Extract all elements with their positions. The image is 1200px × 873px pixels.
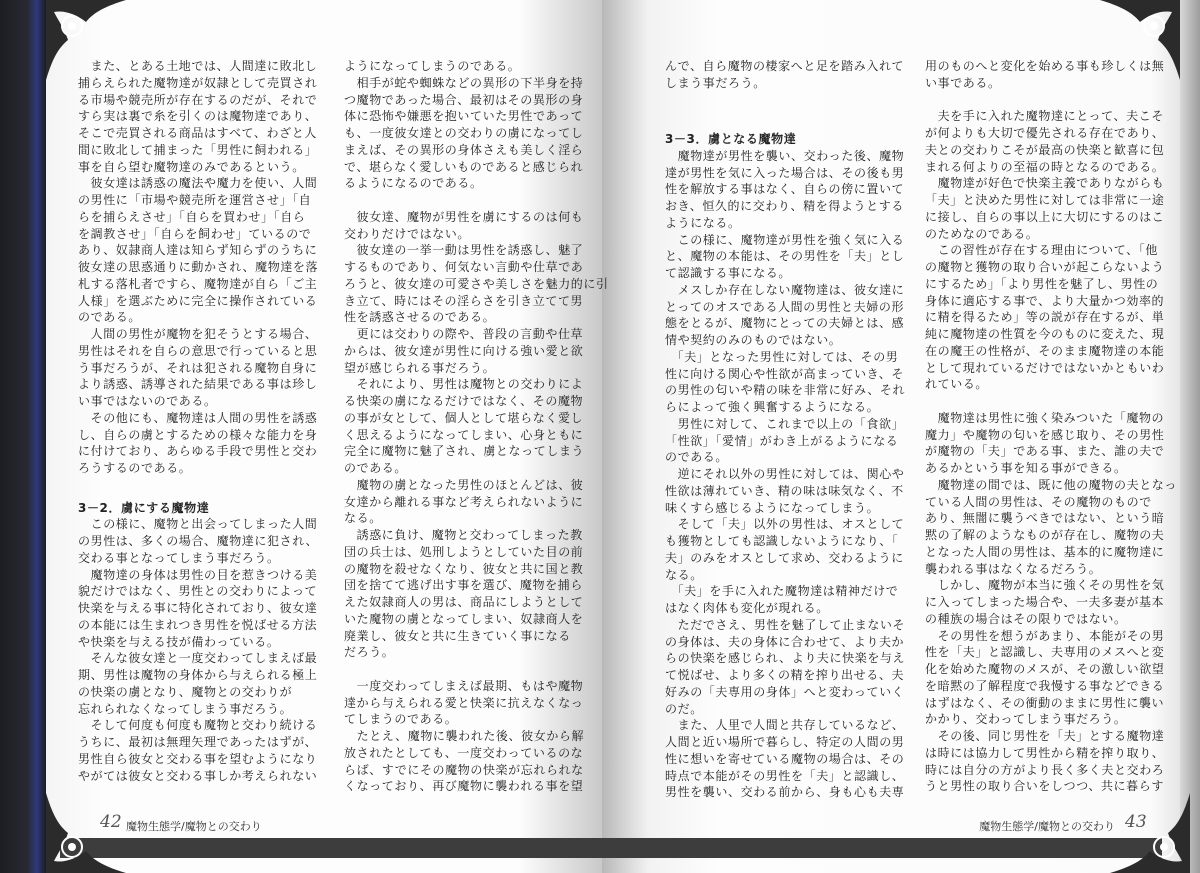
text-line: 一度交わってしまえば最期、もはや魔物 (344, 678, 584, 693)
page-number-right: 43 (1125, 812, 1147, 832)
text-line: ようになる。 (665, 215, 741, 230)
text-line: 「夫」と決めた男性に対しては非常に一途 (925, 193, 1165, 207)
text-line: うと男性の取り合いをしつつ、共に暮らす (925, 779, 1164, 794)
text-line: 男性に対して、これまで以上の「食欲」 (665, 416, 905, 431)
text-line: る市場や競売所が存在するのだが、それで (78, 92, 318, 107)
blank-line (344, 192, 609, 209)
text-line: ただでさえ、男性を魅了して止まないそ (665, 617, 906, 632)
text-line: と、魔物の本能は、その男性を「夫」とし (665, 249, 905, 264)
text-line: 性に想いを寄せている魔物の場合は、その (665, 751, 905, 766)
blank-line (78, 477, 318, 494)
text-line: 性を誘惑させるのである。 (344, 310, 496, 325)
left-page-column-2 (344, 58, 609, 795)
text-line: そして「夫」以外の男性は、オスとして (665, 517, 905, 532)
text-line: に入ってしまった場合や、一夫多妻が基本 (925, 595, 1165, 609)
text-line: らば、すでにその魔物の快楽が忘れられな (344, 762, 584, 777)
text-line: 性を解放する事はなく、自らの傍に置いて (665, 182, 905, 197)
text-line: 人間の男性が魔物を犯そうとする場合、 (78, 327, 318, 341)
text-line: のである。 (665, 450, 729, 465)
text-line: 襲われる事はなくなるだろう。 (925, 561, 1102, 576)
text-line: 間に敗北して捕まった「男性に飼われる」 (78, 142, 318, 157)
text-line: れている。 (925, 377, 989, 392)
text-line: 身体に適応する事で、より大量かつ効率的 (925, 293, 1165, 308)
text-line: 快楽を与える事に特化されており、彼女達 (78, 601, 318, 615)
text-line: の快楽の虜となり、魔物との交わりが (78, 684, 293, 699)
text-line: に付けており、あらゆる手段で男性と交わ (78, 444, 318, 459)
text-line: る快楽の虜になるだけではなく、その魔物 (344, 394, 584, 408)
text-line: 彼女達の思惑通りに動かされ、魔物達を落 (78, 260, 319, 274)
section-heading: 3－2．虜にする魔物達 (78, 500, 210, 515)
text-line: 彼女達、魔物が男性を虜にするのは何も (344, 209, 584, 224)
text-line: かかり、交わってしまう事だろう。 (925, 712, 1127, 727)
text-line: 性に向ける関心や性欲が高まっていき、そ (665, 366, 904, 381)
text-line: おき、恒久的に交わり、精を得ようとする (665, 199, 904, 213)
left-page-column-1 (78, 58, 318, 784)
section-heading: 3－3．虜となる魔物達 (665, 132, 797, 146)
text-line: の事が女として、個人として堪らなく愛し (344, 410, 584, 425)
text-line: は時には協力して男性から精を搾り取り、 (925, 745, 1165, 760)
text-line: 人間と近い場所で暮らし、特定の人間の男 (665, 735, 905, 749)
text-line: そして何度も何度も魔物と交わり続ける (78, 718, 318, 733)
text-line: なる。 (344, 511, 382, 526)
text-line: 期、男性は魔物の身体から与えられる極上 (78, 668, 318, 682)
text-line: 相手が蛇や蜘蛛などの異形の下半身を持 (344, 75, 584, 90)
text-line: 「性欲」「愛情」がわき上がるようになる (665, 433, 899, 448)
text-line: メスしか存在しない魔物達は、彼女達に (665, 282, 905, 297)
text-line: となった人間の男性は、基本的に魔物達に (925, 544, 1165, 559)
text-line: 男性はそれを自らの意思で行っていると思 (78, 343, 318, 358)
text-line: しまう事だろう。 (665, 75, 766, 90)
text-line: するものであり、何気ない言動や仕草であ (344, 260, 584, 274)
text-line: 性を「夫」と認識し、夫専用のメスへと変 (925, 645, 1165, 660)
text-line: 魔物達が好色で快楽主義でありながらも (925, 176, 1165, 191)
book-spine-edge (0, 0, 46, 873)
text-line: ろうと、彼女達の可愛さや美しさを魅力的に引 (344, 276, 609, 291)
text-line: るようになるのである。 (344, 176, 483, 191)
text-line: を暗黙の了解程度で我慢する事などできる (925, 678, 1165, 693)
text-line: 彼女達の一挙一動は男性を誘惑し、魅了 (344, 243, 584, 258)
text-line: 時には自分の方がより長く多く夫と交わろ (925, 762, 1165, 777)
text-line: あるかという事を知る事ができる。 (925, 461, 1127, 475)
text-line: 彼女達は誘惑の魔法や魔力を使い、人間 (78, 176, 318, 191)
text-line: 団を捨てて逃げ出す事を選び、魔物を捕ら (344, 578, 583, 593)
text-line: らを捕らえさせ」「自らを買わせ」「自ら (78, 209, 306, 224)
text-line: 化を始めた魔物のメスが、その激しい欲望 (925, 662, 1165, 676)
page-edge-right (1180, 0, 1200, 873)
text-line: の魔物を殺せなくなり、彼女と共に国と教 (344, 561, 584, 576)
text-line: のである。 (344, 461, 408, 475)
text-line: の本能には生まれつき男性を悦ばせる方法 (78, 617, 318, 632)
text-line: らの快楽を感じられ、より夫に快楽を与え (665, 651, 906, 666)
text-line: を調教させ」「自らを飼わせ」ているので (78, 226, 312, 241)
text-line: て悦ばせ、より多くの精を搾り出せる、夫 (665, 668, 905, 682)
text-line: あり、無闇に襲うべきではない、という暗 (925, 511, 1165, 526)
text-line: 好みの「夫専用の身体」へと変わっていく (665, 684, 905, 699)
text-line: やがては彼女と交わる事しか考えられない (78, 768, 318, 783)
text-line: の男性の匂いや精の味を非常に好み、それ (665, 383, 906, 398)
text-line: 団の兵士は、処刑しようとしていた目の前 (344, 544, 584, 559)
text-line: や快楽を与える技が備わっている。 (78, 634, 280, 649)
text-line: まえば、その異形の身体さえも美しく淫ら (344, 142, 584, 157)
text-line: の男性は、多くの場合、魔物達に犯され、 (78, 534, 319, 548)
text-line: なる。 (665, 567, 703, 582)
text-line: い事ではないのである。 (78, 394, 217, 408)
text-line: たとえ、魔物に襲われた後、彼女から解 (344, 729, 585, 743)
blank-line (925, 92, 1177, 109)
text-line: として現れているだけではないかともいわ (925, 360, 1165, 375)
text-line: 夫」のみをオスとして求め、交わるように (665, 550, 904, 565)
text-line: いた魔物の虜となってしまい、奴隷商人を (344, 611, 584, 626)
text-line: 情や契約のみのものではない。 (665, 333, 842, 347)
text-line: そんな彼女達と一度交わってしまえば最 (78, 651, 318, 666)
text-line: 札する落札者ですら、魔物達が自ら「ご主 (78, 276, 318, 291)
text-line: この様に、魔物達が男性を強く気に入る (665, 232, 905, 247)
text-line: 魔力」や魔物の匂いを感じ取り、その男性 (925, 427, 1165, 442)
text-line: う事だろうが、それは犯される魔物自身に (78, 360, 318, 375)
blank-line (344, 661, 609, 678)
text-line: つ魔物であった場合、最初はその異形の身 (344, 92, 584, 107)
text-line: 交わりだけではない。 (344, 226, 471, 241)
text-line: ようになってしまうのである。 (344, 59, 521, 73)
text-line: 魔物の虜となった男性のほとんどは、彼 (344, 477, 584, 492)
text-line: 放されたとしても、一度交わっているのな (344, 745, 584, 760)
text-line: んで、自ら魔物の棲家へと足を踏み入れて (665, 59, 905, 73)
text-line: 魔物達が男性を襲い、交わった後、魔物 (665, 148, 905, 163)
text-line: も、一度彼女達との交わりの虜になってし (344, 126, 584, 140)
text-line: その他にも、魔物達は人間の男性を誘惑 (78, 410, 318, 425)
text-line: くなっており、再び魔物に襲われる事を望 (344, 779, 584, 794)
text-line: 達から与えられる愛と快楽に抗えなくなっ (344, 695, 584, 710)
text-line: の魔物と獲物の取り合いが起こらないよう (925, 260, 1165, 274)
text-line: また、とある土地では、人間達に敗北し (78, 59, 318, 73)
text-line: 態をとるが、魔物にとっての夫婦とは、感 (665, 316, 905, 331)
text-line: き立て、時にはその淫らさを引き立てて男 (344, 293, 584, 308)
text-line: 望が感じられる事だろう。 (344, 360, 496, 375)
text-line: し、自らの虜とするための様々な能力を身 (78, 427, 318, 442)
text-line: とってのオスである人間の男性と夫婦の形 (665, 299, 905, 314)
text-line: また、人里で人間と共存しているなど、 (665, 718, 905, 733)
text-line: のである。 (78, 310, 142, 325)
text-line: 夫を手に入れた魔物達にとって、夫こそ (925, 109, 1164, 124)
text-line: 事を自ら望む魔物達のみであるという。 (78, 159, 305, 174)
text-line: の種族の場合はその限りではない。 (925, 611, 1127, 626)
text-line: 性欲は薄れていき、精の味は味気なく、不 (665, 483, 904, 498)
text-line: 魔物達は男性に強く染みついた「魔物の (925, 410, 1165, 425)
text-line: しかし、魔物が本当に強くその男性を気 (925, 578, 1165, 593)
text-line: 魔物達の身体は男性の目を惹きつける美 (78, 567, 318, 582)
corner-ornament-icon (46, 793, 126, 873)
text-line: 忘れられなくなってしまう事だろう。 (78, 701, 293, 716)
footer-band-left (60, 838, 602, 858)
text-line: それにより、男性は魔物との交わりによ (344, 377, 584, 392)
text-line: で、堪らなく愛しいものであると感じられ (344, 159, 584, 174)
text-line: からは、彼女達が男性に向ける強い愛と欲 (344, 343, 584, 358)
text-line: この習性が存在する理由について、「他 (925, 243, 1158, 258)
text-line: えた奴隷商人の男は、商品にしようとして (344, 595, 584, 609)
text-line: く思えるようになってしまい、心身ともに (344, 427, 584, 442)
text-line: 人様」を選ぶために完全に操作されている (78, 293, 318, 308)
text-line: に接し、自らの事以上に大切にするのはこ (925, 209, 1165, 224)
text-line: 純に魔物達の性質を今のものに変えた、現 (925, 327, 1165, 341)
corner-ornament-icon (1110, 793, 1190, 873)
text-line: 男性自ら彼女と交わる事を望むようになり (78, 751, 318, 766)
text-line: うちに、最初は無理矢理であったはずが、 (78, 735, 318, 749)
text-line: 男性を襲い、交わる前から、身も心も夫専 (665, 785, 905, 800)
running-title-right: 魔物生態学/魔物との交わり (979, 820, 1115, 833)
blank-line (665, 108, 905, 125)
text-line: 黙の了解のようなものが存在し、魔物の夫 (925, 528, 1165, 542)
text-line: ている人間の男性は、その魔物のもので (925, 494, 1152, 509)
text-line: も獲物としても認識しないようになり、「 (665, 534, 899, 548)
text-line: 女達から離れる事など考えられないように (344, 494, 584, 509)
text-line: 逆にそれ以外の男性に対しては、関心や (665, 467, 905, 481)
text-line: 「夫」を手に入れた魔物達は精神だけで (665, 584, 899, 599)
text-line: はなく肉体も変化が現れる。 (665, 601, 829, 615)
running-title-left: 魔物生態学/魔物との交わり (126, 820, 262, 833)
text-line: が何よりも大切で優先される存在であり、 (925, 126, 1165, 140)
text-line: の身体は、夫の身体に合わせて、より夫か (665, 634, 905, 649)
text-line: 誘惑に負け、魔物と交わってしまった教 (344, 528, 583, 542)
text-line: て認識する事になる。 (665, 266, 792, 280)
blank-line (665, 92, 905, 109)
text-line: 貌だけではなく、男性との交わりによって (78, 584, 318, 599)
text-line: 達が男性を気に入った場合は、その後も男 (665, 165, 905, 180)
text-line: あり、奴隷商人達は知らず知らずのうちに (78, 243, 318, 258)
text-line: が魔物の「夫」である事、また、誰の夫で (925, 444, 1165, 459)
text-line: てしまうのである。 (344, 712, 458, 727)
footer-band-right (602, 838, 1162, 858)
text-line: 更には交わりの際や、普段の言動や仕草 (344, 327, 584, 341)
text-line: のためなのである。 (925, 226, 1039, 241)
text-line: 魔物達の間では、既に他の魔物の夫となっ (925, 477, 1178, 492)
text-line: より誘惑、誘導された結果である事は珍し (78, 377, 318, 392)
text-line: の男性に「市場や競売所を運営させ」「自 (78, 193, 312, 207)
text-line: すら実は裏で糸を引くのは魔物達であり、 (78, 109, 318, 124)
page-number-left: 42 (100, 812, 122, 832)
text-line: 味くすら感じるようになってしまう。 (665, 500, 880, 515)
text-line: 捕らえられた魔物達が奴隷として売買され (78, 75, 318, 90)
text-line: まれる何よりの至福の時となるのである。 (925, 159, 1165, 174)
text-line: にするため」「より男性を魅了し、男性の (925, 276, 1159, 291)
text-line: 「夫」となった男性に対しては、その男 (665, 349, 899, 364)
text-line: 在の魔王の性格が、そのまま魔物達の本能 (925, 343, 1165, 358)
blank-line (925, 393, 1177, 410)
text-line: のだ。 (665, 701, 703, 716)
text-line: だろう。 (344, 645, 395, 660)
text-line: 交わる事となってしまう事だろう。 (78, 550, 280, 565)
text-line: 用のものへと変化を始める事も珍しくは無 (925, 59, 1165, 73)
text-line: 体に恐怖や嫌悪を抱いていた男性であって (344, 109, 584, 124)
text-line: はずはなく、その衝動のままに男性に襲い (925, 695, 1165, 710)
text-line: 時点で本能がその男性を「夫」と認識し、 (665, 768, 905, 783)
text-line: 夫との交わりこそが最高の快楽と歓喜に包 (925, 142, 1165, 157)
right-page-column-1 (665, 58, 905, 801)
text-line: い事である。 (925, 75, 1001, 90)
text-line: その男性を想うがあまり、本能がその男 (925, 628, 1165, 643)
text-line: この様に、魔物と出会ってしまった人間 (78, 517, 318, 532)
text-line: ろうするのである。 (78, 461, 192, 475)
right-page-column-2 (925, 58, 1177, 795)
text-line: そこで売買される商品はすべて、わざと人 (78, 126, 317, 140)
text-line: その後、同じ男性を「夫」とする魔物達 (925, 729, 1165, 743)
text-line: 完全に魔物に魅了され、虜となってしまう (344, 444, 585, 459)
text-line: らによって強く興奮するようになる。 (665, 400, 880, 414)
text-line: に精を得るため」等の説が存在するが、単 (925, 310, 1165, 325)
text-line: 廃業し、彼女と共に生きていく事になる (344, 628, 571, 643)
